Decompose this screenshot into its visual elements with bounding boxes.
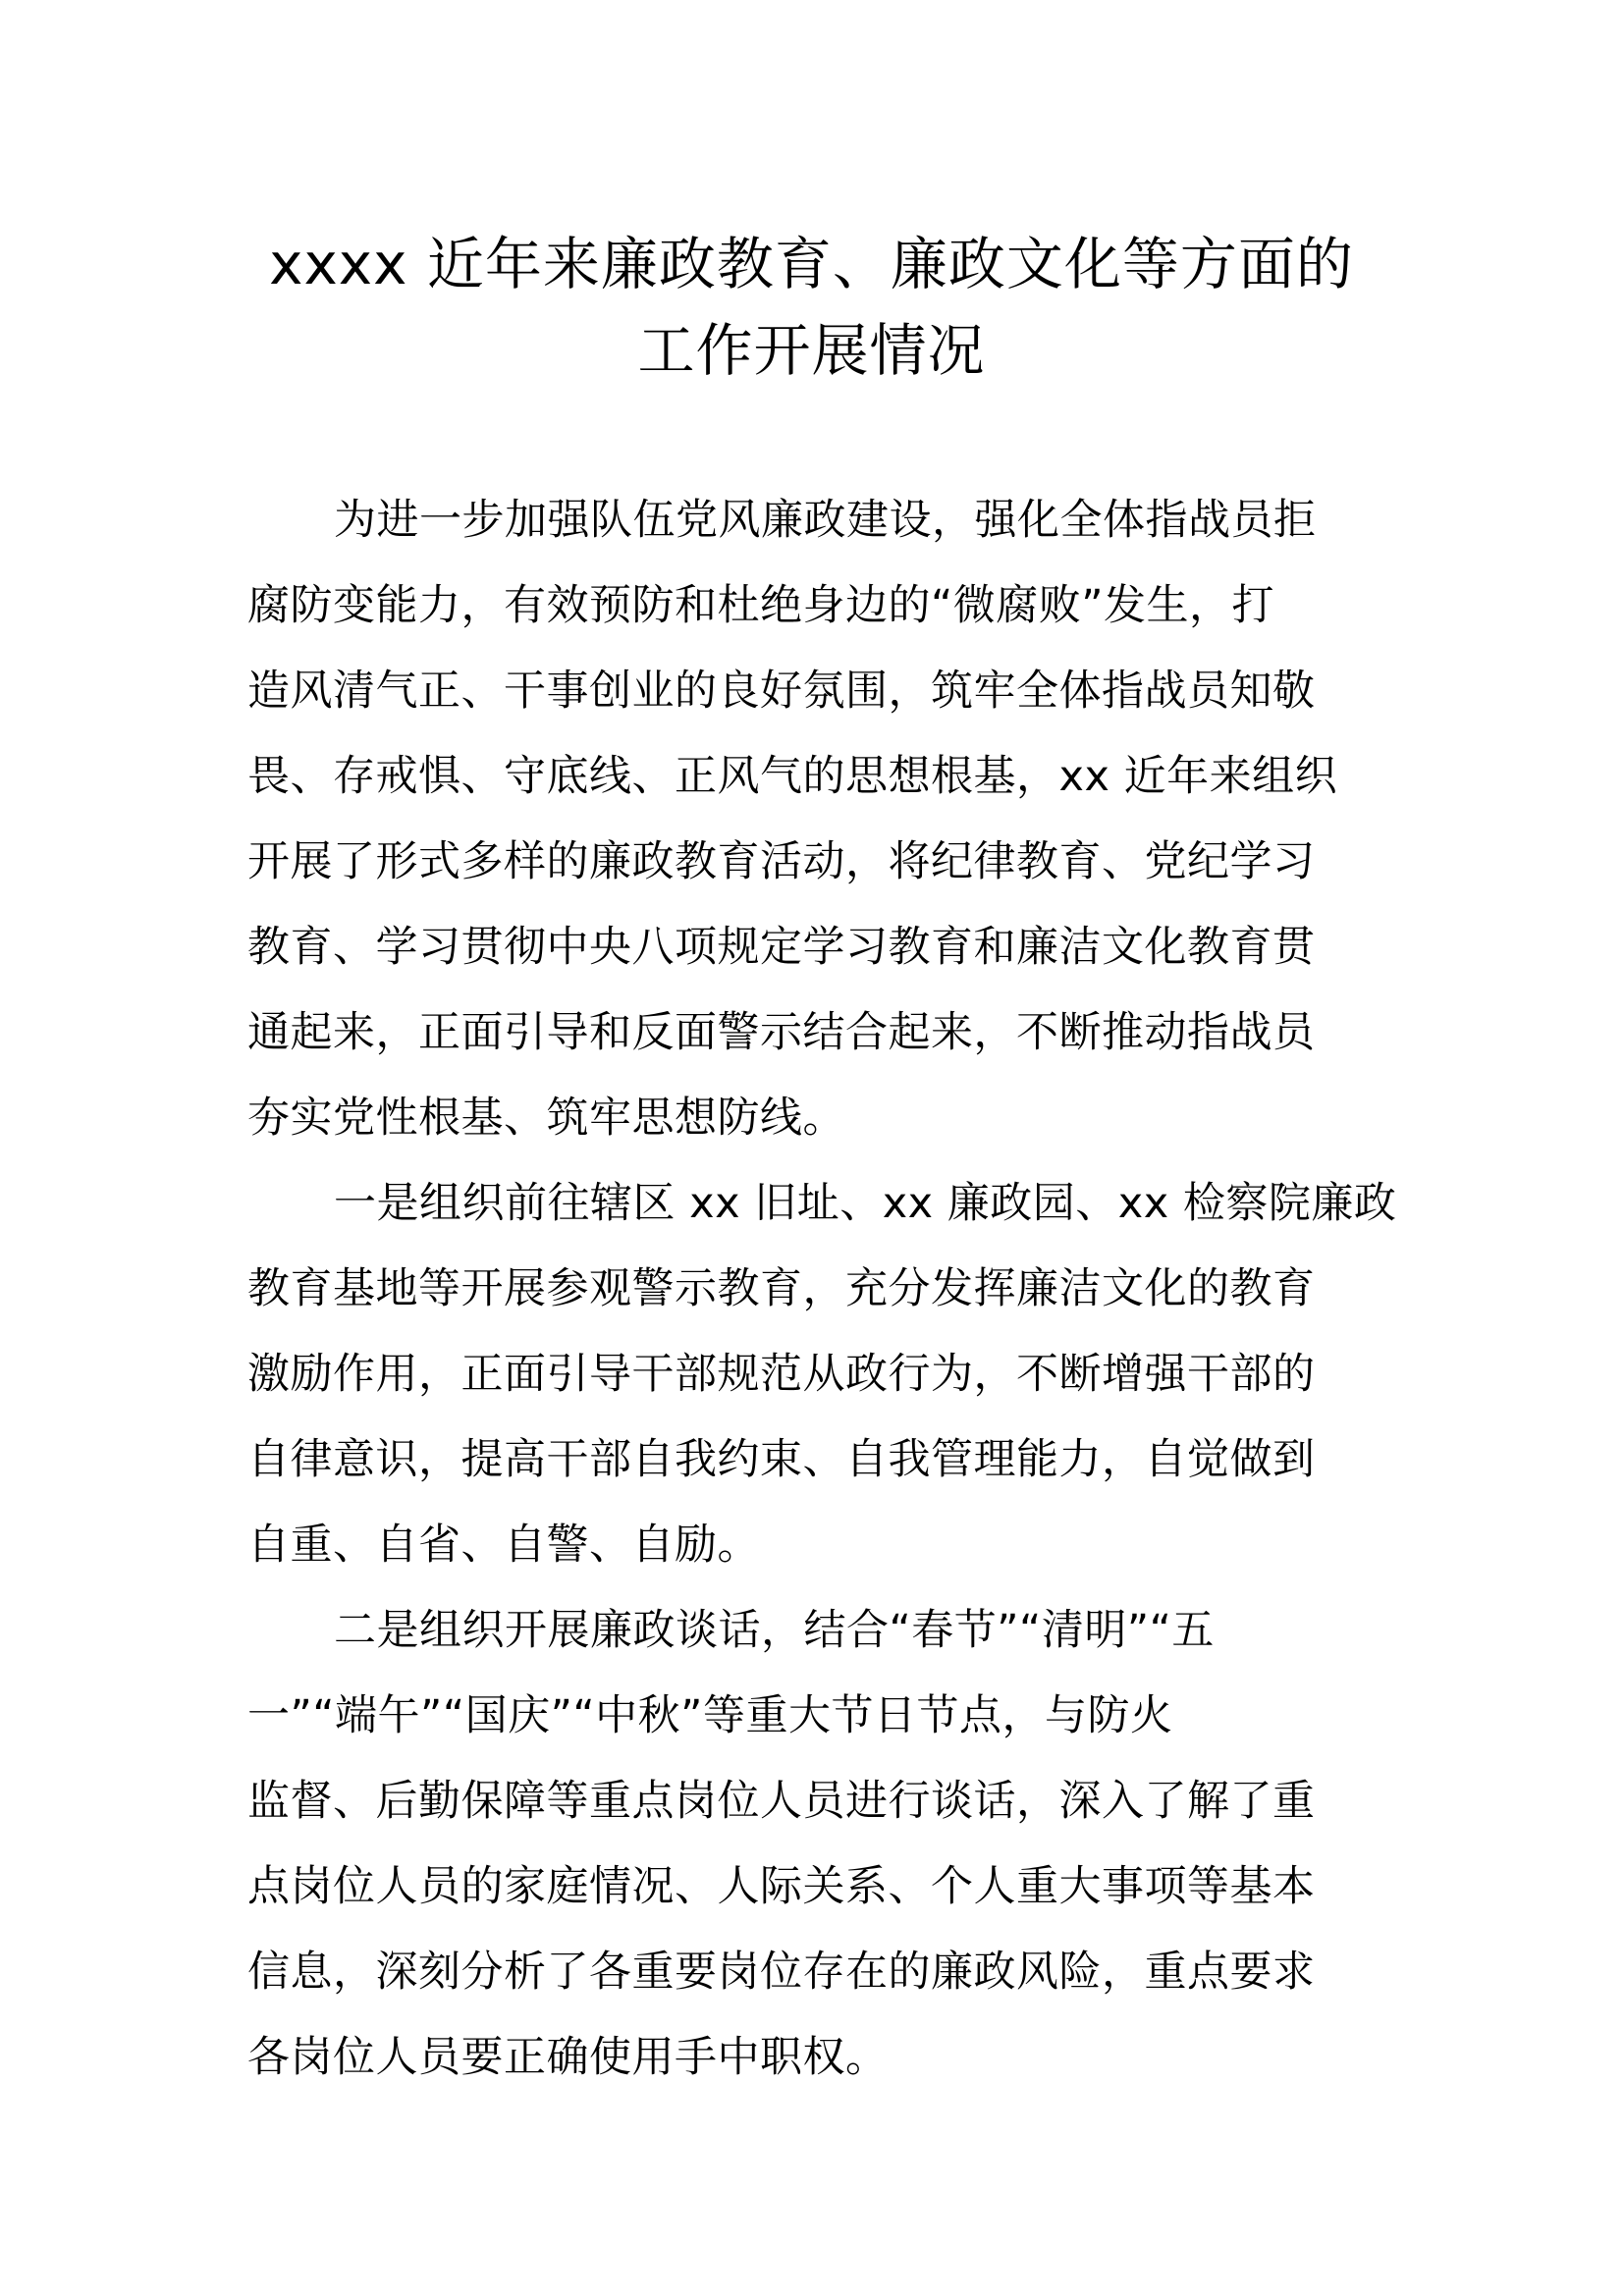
paragraph-line: 点岗位人员的家庭情况、人际关系、个人重大事项等基本	[247, 1862, 1316, 1911]
paragraph-line: 教育、学习贯彻中央八项规定学习教育和廉洁文化教育贯	[247, 923, 1316, 972]
paragraph-line: 夯实党性根基、筑牢思想防线。	[247, 1094, 845, 1143]
paragraph-line: 监督、后勤保障等重点岗位人员进行谈话，深入了解了重	[247, 1777, 1316, 1826]
document-title-line-2: 工作开展情况	[637, 317, 986, 384]
paragraph-line: 为进一步加强队伍党风廉政建设，强化全体指战员拒	[334, 496, 1317, 545]
paragraph-line: 畏、存戒惧、守底线、正风气的思想根基，xx 近年来组织	[247, 752, 1338, 801]
paragraph-line: 信息，深刻分析了各重要岗位存在的廉政风险，重点要求	[247, 1948, 1316, 1997]
paragraph-line: 造风清气正、干事创业的良好氛围，筑牢全体指战员知敬	[247, 667, 1316, 716]
paragraph-line: 腐防变能力，有效预防和杜绝身边的“微腐败”发生，打	[247, 581, 1275, 630]
paragraph-line: 一是组织前往辖区 xx 旧址、xx 廉政园、xx 检察院廉政	[334, 1179, 1397, 1228]
paragraph-line: 激励作用，正面引导干部规范从政行为，不断增强干部的	[247, 1350, 1316, 1399]
paragraph-line: 通起来，正面引导和反面警示结合起来，不断推动指战员	[247, 1008, 1316, 1057]
paragraph-line: 二是组织开展廉政谈话，结合“春节”“清明”“五	[334, 1606, 1215, 1655]
paragraph-line: 一”“端午”“国庆”“中秋”等重大节日节点，与防火	[247, 1691, 1173, 1740]
paragraph-line: 自重、自省、自警、自励。	[247, 1521, 760, 1570]
paragraph-line: 教育基地等开展参观警示教育，充分发挥廉洁文化的教育	[247, 1264, 1316, 1313]
document-title-line-1: xxxx 近年来廉政教育、廉政文化等方面的	[269, 231, 1354, 297]
paragraph-line: 各岗位人员要正确使用手中职权。	[247, 2033, 889, 2082]
paragraph-line: 开展了形式多样的廉政教育活动，将纪律教育、党纪学习	[247, 837, 1316, 886]
paragraph-line: 自律意识，提高干部自我约束、自我管理能力，自觉做到	[247, 1435, 1316, 1484]
